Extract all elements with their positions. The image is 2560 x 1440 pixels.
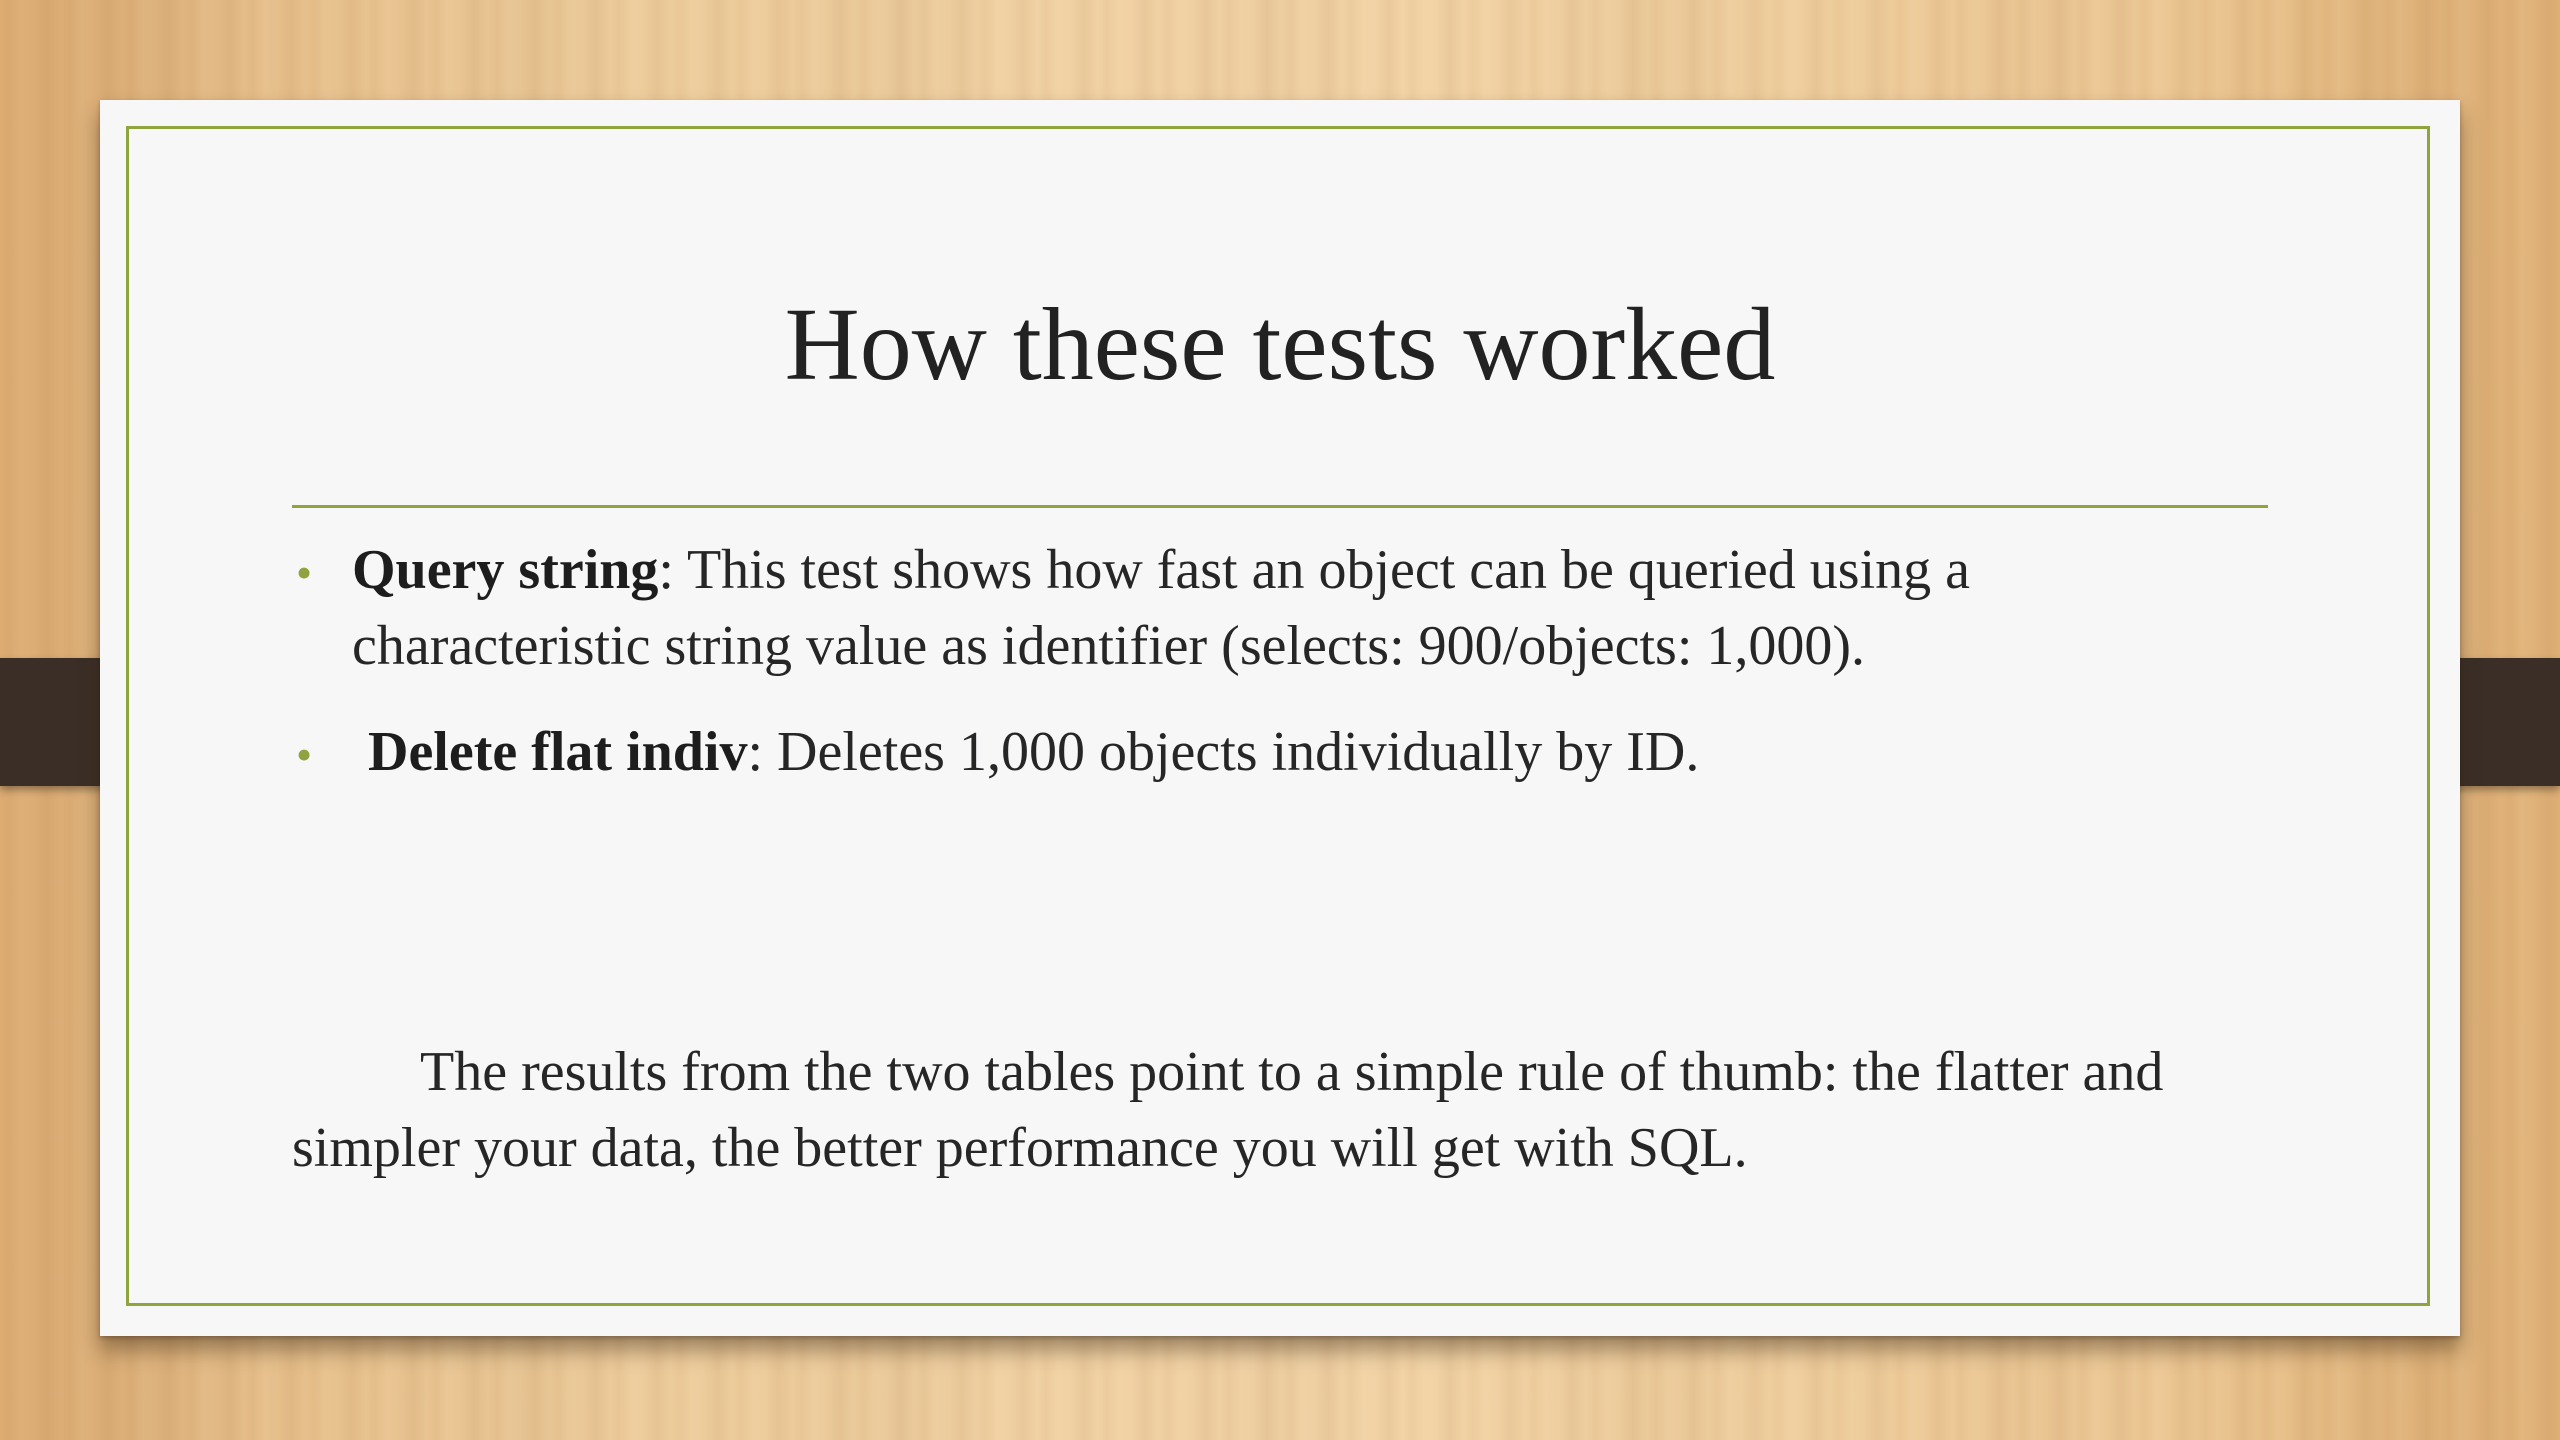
summary-paragraph: The results from the two tables point to a simple rule of thumb: the flatter and simpler your data, the better performance you will get with SQL.	[292, 1041, 2164, 1179]
bullet-list	[292, 532, 2282, 820]
bullet-dot-icon: •	[296, 729, 313, 780]
bullet-term: Query string	[352, 539, 659, 601]
slide-title: How these tests worked	[784, 287, 1776, 402]
title-divider	[292, 505, 2268, 508]
bullet-delete-flat-indiv	[292, 714, 2282, 790]
slide-card	[100, 100, 2460, 1336]
bullet-text: : Deletes 1,000 objects individually by ID.	[747, 721, 1700, 783]
bullet-query-string	[292, 532, 2282, 684]
bullet-text: : This test shows how fast an object can be queried using a characteristic string value as identifier (selects: 900/objects: 1,000).	[352, 539, 1970, 677]
bullet-dot-icon: •	[296, 547, 313, 598]
bullet-term: Delete flat indiv	[368, 721, 748, 783]
